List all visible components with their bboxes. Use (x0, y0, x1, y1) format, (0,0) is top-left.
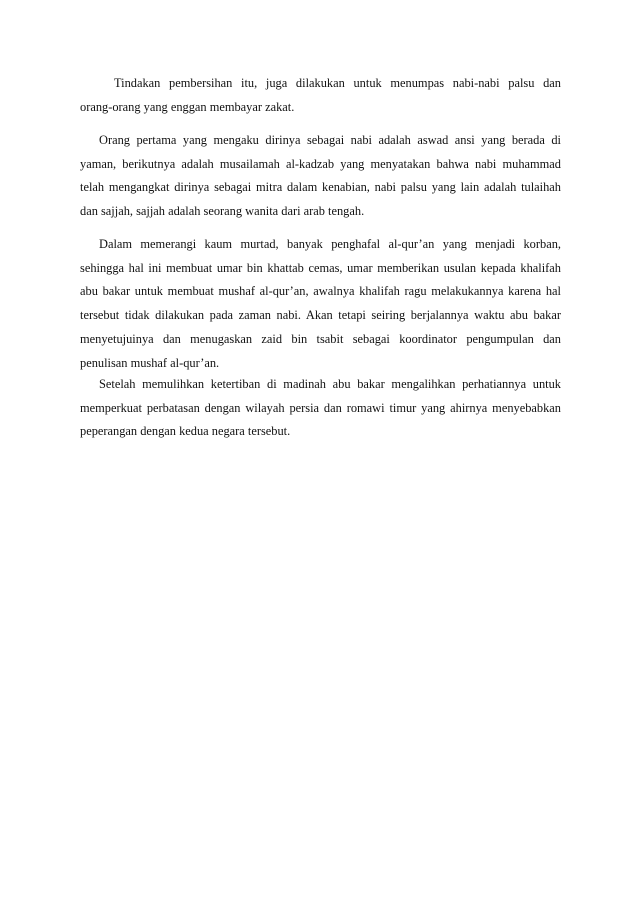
paragraph-3 (80, 233, 561, 375)
paragraph-1-line-2: orang-orang yang enggan membayar zakat. (80, 99, 295, 114)
paragraph-3-line-3: abu bakar untuk membuat mushaf al-qur’an, awalnya khalifah ragu melakukannya karena hal (80, 284, 561, 299)
paragraph-2 (80, 129, 561, 224)
paragraph-3-line-6: penulisan mushaf al-qur’an. (80, 355, 220, 370)
paragraph-1-line-1: Tindakan pembersihan itu, juga dilakukan untuk menumpas nabi-nabi palsu dan (114, 76, 561, 90)
paragraph-2-line-3: telah mengangkat dirinya sebagai mitra dalam kenabian, nabi palsu yang lain adalah tulaihah (80, 180, 561, 195)
paragraph-2-line-1: Orang pertama yang mengaku dirinya sebagai nabi adalah aswad ansi yang berada di (99, 133, 561, 147)
paragraph-1 (80, 72, 561, 119)
paragraph-4 (80, 373, 561, 444)
paragraph-4-line-2: memperkuat perbatasan dengan wilayah persia dan romawi timur yang ahirnya menyebabkan (80, 400, 561, 415)
paragraph-2-line-2: yaman, berikutnya adalah musailamah al-kadzab yang menyatakan bahwa nabi muhammad (80, 156, 561, 171)
paragraph-3-line-4: tersebut tidak dilakukan pada zaman nabi. Akan tetapi seiring berjalannya waktu abu bakar (80, 308, 561, 323)
paragraph-4-line-1: Setelah memulihkan ketertiban di madinah abu bakar mengalihkan perhatiannya untuk (99, 377, 561, 391)
paragraph-4-line-3: peperangan dengan kedua negara tersebut. (80, 424, 291, 439)
paragraph-3-line-2: sehingga hal ini membuat umar bin khattab cemas, umar memberikan usulan kepada khalifah (80, 260, 561, 275)
paragraph-3-line-5: menyetujuinya dan menugaskan zaid bin tsabit sebagai koordinator pengumpulan dan (80, 331, 561, 346)
paragraph-3-line-1: Dalam memerangi kaum murtad, banyak penghafal al-qur’an yang menjadi korban, (99, 237, 561, 251)
paragraph-2-line-4: dan sajjah, sajjah adalah seorang wanita dari arab tengah. (80, 204, 365, 219)
